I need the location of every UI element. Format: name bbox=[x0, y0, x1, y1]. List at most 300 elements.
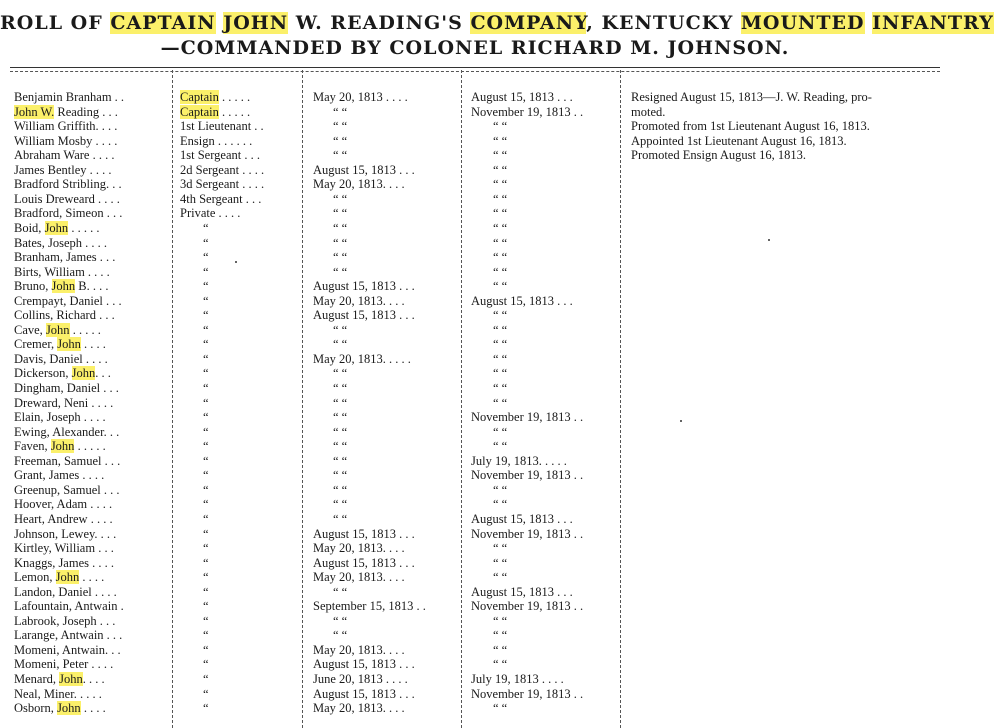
soldier-rank bbox=[203, 570, 209, 584]
service-from: “ “ bbox=[333, 439, 348, 454]
title-segment: COMPANY bbox=[470, 12, 587, 34]
service-to: “ “ bbox=[493, 628, 508, 643]
text-run: “ bbox=[203, 366, 209, 381]
text-run: William Mosby . . . . bbox=[14, 133, 118, 148]
soldier-name bbox=[14, 221, 99, 235]
service-to: “ “ bbox=[493, 570, 508, 585]
paper-speck bbox=[235, 261, 237, 263]
service-from: June 20, 1813 . . . . bbox=[313, 672, 408, 686]
soldier-name bbox=[14, 119, 117, 133]
text-run: William Griffith. . . . bbox=[14, 119, 118, 134]
table-row bbox=[0, 105, 950, 119]
service-from: August 15, 1813 . . . bbox=[313, 279, 415, 294]
table-row bbox=[0, 672, 950, 686]
soldier-name bbox=[14, 294, 122, 308]
title-segment bbox=[865, 12, 873, 34]
title-segment: CAPTAIN bbox=[110, 12, 216, 34]
soldier-name bbox=[14, 134, 117, 148]
title-segment: INFANTRY bbox=[872, 12, 994, 34]
soldier-name bbox=[14, 687, 102, 701]
text-run: “ bbox=[203, 628, 209, 643]
service-to: “ “ bbox=[493, 395, 508, 410]
text-run: “ bbox=[203, 293, 209, 308]
service-to: “ “ bbox=[493, 541, 508, 556]
table-row bbox=[0, 512, 950, 526]
text-run: Landon, Daniel . . . . bbox=[14, 584, 117, 599]
text-run: Heart, Andrew . . . . bbox=[14, 511, 113, 526]
soldier-name bbox=[14, 512, 113, 526]
soldier-rank bbox=[180, 163, 264, 177]
table-row bbox=[0, 687, 950, 701]
text-run: “ bbox=[203, 381, 209, 395]
soldier-name bbox=[14, 206, 122, 220]
text-run: “ bbox=[203, 279, 209, 294]
service-from: “ “ bbox=[333, 628, 348, 643]
text-run: John W. bbox=[14, 104, 55, 119]
soldier-rank bbox=[203, 643, 209, 657]
service-to: November 19, 1813 . . bbox=[471, 410, 584, 425]
soldier-rank bbox=[203, 250, 209, 264]
service-to: “ “ bbox=[493, 235, 508, 250]
text-run: . . . . . bbox=[68, 220, 100, 235]
table-row bbox=[0, 163, 950, 177]
text-run: “ bbox=[203, 410, 209, 425]
paper-speck bbox=[680, 420, 682, 422]
soldier-rank bbox=[180, 119, 264, 133]
service-from: “ “ bbox=[333, 497, 348, 512]
text-run: Ensign . . . . . . bbox=[180, 133, 253, 148]
service-to: “ “ bbox=[493, 322, 508, 337]
soldier-name bbox=[14, 410, 106, 424]
table-row bbox=[0, 614, 950, 628]
text-run: “ bbox=[203, 570, 209, 585]
service-to: “ “ bbox=[493, 337, 508, 352]
service-to: “ “ bbox=[493, 206, 508, 221]
soldier-name bbox=[14, 527, 116, 541]
text-run: “ bbox=[203, 541, 209, 556]
text-run: “ bbox=[203, 511, 209, 526]
text-run: Osborn, bbox=[14, 701, 58, 716]
text-run: Dreward, Neni . . . . bbox=[14, 395, 114, 410]
soldier-rank bbox=[203, 236, 209, 250]
table-row bbox=[0, 366, 950, 380]
service-from: “ “ bbox=[333, 366, 348, 381]
service-from: August 15, 1813 . . . bbox=[313, 657, 415, 672]
soldier-name bbox=[14, 585, 117, 599]
table-row bbox=[0, 468, 950, 482]
soldier-rank bbox=[203, 294, 209, 308]
service-from: “ “ bbox=[333, 220, 348, 235]
table-row bbox=[0, 599, 950, 613]
title-segment: W. READING'S bbox=[288, 12, 471, 34]
service-from: “ “ bbox=[333, 206, 348, 221]
soldier-rank bbox=[203, 672, 209, 686]
text-run: Faven, bbox=[14, 439, 51, 454]
service-to: “ “ bbox=[493, 177, 508, 192]
text-run: “ bbox=[203, 613, 209, 628]
text-run: Collins, Richard . . . bbox=[14, 308, 115, 323]
text-run: John bbox=[44, 220, 69, 235]
service-to: November 19, 1813 . . bbox=[471, 599, 584, 614]
service-to: “ “ bbox=[493, 191, 508, 206]
table-row bbox=[0, 410, 950, 424]
soldier-name bbox=[14, 468, 104, 482]
roll-title-line-2: —COMMANDED BY COLONEL RICHARD M. JOHNSON. bbox=[160, 37, 790, 59]
soldier-rank bbox=[180, 177, 264, 191]
service-to: August 15, 1813 . . . bbox=[471, 511, 573, 526]
service-from: “ “ bbox=[333, 264, 348, 279]
service-from: May 20, 1813. . . . bbox=[313, 293, 405, 308]
service-to: “ “ bbox=[493, 148, 508, 163]
service-to: November 19, 1813 . . bbox=[471, 104, 584, 119]
soldier-name bbox=[14, 570, 104, 584]
table-row bbox=[0, 483, 950, 497]
soldier-name bbox=[14, 236, 107, 250]
text-run: “ bbox=[203, 657, 209, 672]
text-run: “ bbox=[203, 672, 209, 686]
table-row bbox=[0, 148, 950, 162]
service-from: “ “ bbox=[333, 235, 348, 250]
remark-line: Resigned August 15, 1813—J. W. Reading, pro- bbox=[631, 90, 872, 104]
text-run: Benjamin Branham . . bbox=[14, 90, 125, 104]
soldier-name bbox=[14, 628, 122, 642]
soldier-rank bbox=[203, 410, 209, 424]
text-run: Lemon, bbox=[14, 570, 56, 585]
table-row bbox=[0, 585, 950, 599]
text-run: . . . bbox=[95, 366, 111, 381]
table-row bbox=[0, 425, 950, 439]
table-row bbox=[0, 236, 950, 250]
soldier-rank bbox=[203, 657, 209, 671]
soldier-name bbox=[14, 163, 112, 177]
text-run: Greenup, Samuel . . . bbox=[14, 482, 120, 497]
text-run: “ bbox=[203, 220, 209, 235]
service-to: August 15, 1813 . . . bbox=[471, 584, 573, 599]
soldier-name bbox=[14, 279, 108, 293]
soldier-rank bbox=[203, 599, 209, 613]
text-run: “ bbox=[203, 701, 209, 716]
soldier-name bbox=[14, 701, 106, 715]
service-from: May 20, 1813. . . . bbox=[313, 642, 405, 657]
soldier-name bbox=[14, 192, 120, 206]
soldier-rank bbox=[203, 628, 209, 642]
soldier-name bbox=[14, 337, 106, 351]
soldier-name bbox=[14, 657, 113, 671]
soldier-name bbox=[14, 643, 121, 657]
soldier-name bbox=[14, 323, 101, 337]
table-row bbox=[0, 527, 950, 541]
text-run: Grant, James . . . . bbox=[14, 468, 105, 483]
soldier-rank bbox=[203, 701, 209, 715]
text-run: Captain bbox=[180, 104, 219, 119]
soldier-name bbox=[14, 308, 115, 322]
service-to: “ “ bbox=[493, 133, 508, 148]
service-to: November 19, 1813 . . bbox=[471, 686, 584, 701]
text-run: “ bbox=[203, 308, 209, 323]
table-row bbox=[0, 177, 950, 191]
soldier-rank bbox=[203, 527, 209, 541]
text-run: Cremer, bbox=[14, 337, 58, 352]
text-run: John bbox=[45, 322, 70, 337]
table-row bbox=[0, 192, 950, 206]
table-row bbox=[0, 643, 950, 657]
text-run: Boid, bbox=[14, 220, 45, 235]
soldier-name bbox=[14, 672, 105, 686]
text-run: John bbox=[71, 366, 96, 381]
title-segment: ROLL OF bbox=[0, 12, 111, 34]
text-run: Knaggs, James . . . . bbox=[14, 555, 114, 570]
text-run: “ bbox=[203, 264, 209, 279]
soldier-name bbox=[14, 177, 122, 191]
text-run: Momeni, Peter . . . . bbox=[14, 657, 114, 672]
soldier-name bbox=[14, 599, 124, 613]
header-rule-top bbox=[10, 67, 940, 68]
soldier-rank bbox=[180, 105, 250, 119]
title-segment: , KENTUCKY bbox=[586, 12, 741, 34]
soldier-rank bbox=[180, 148, 260, 162]
service-to: August 15, 1813 . . . bbox=[471, 293, 573, 308]
text-run: “ bbox=[203, 482, 209, 497]
soldier-rank bbox=[203, 512, 209, 526]
service-to: November 19, 1813 . . bbox=[471, 468, 584, 483]
soldier-name bbox=[14, 556, 114, 570]
soldier-rank bbox=[203, 352, 209, 366]
text-run: “ bbox=[203, 453, 209, 468]
soldier-rank bbox=[203, 337, 209, 351]
service-from: “ “ bbox=[333, 119, 348, 134]
soldier-name bbox=[14, 265, 110, 279]
soldier-name bbox=[14, 396, 113, 410]
text-run: Larange, Antwain . . . bbox=[14, 628, 123, 643]
service-from: May 20, 1813 . . . . bbox=[313, 90, 408, 104]
table-row bbox=[0, 381, 950, 395]
text-run: “ bbox=[203, 599, 209, 614]
roll-title-line-1 bbox=[0, 12, 994, 34]
soldier-rank bbox=[180, 206, 240, 220]
service-from: “ “ bbox=[333, 104, 348, 119]
service-to: “ “ bbox=[493, 351, 508, 366]
text-run: 1st Lieutenant . . bbox=[180, 119, 264, 134]
text-run: John bbox=[50, 439, 75, 454]
soldier-rank bbox=[203, 323, 209, 337]
soldier-name bbox=[14, 614, 115, 628]
table-row bbox=[0, 541, 950, 555]
service-to: “ “ bbox=[493, 439, 508, 454]
soldier-rank bbox=[203, 687, 209, 701]
service-from: “ “ bbox=[333, 424, 348, 439]
service-to: “ “ bbox=[493, 555, 508, 570]
service-to: July 19, 1813 . . . . bbox=[471, 672, 564, 686]
service-from: “ “ bbox=[333, 613, 348, 628]
text-run: 2d Sergeant . . . . bbox=[180, 162, 265, 177]
service-from: August 15, 1813 . . . bbox=[313, 686, 415, 701]
text-run: Davis, Daniel . . . . bbox=[14, 351, 108, 366]
service-from: May 20, 1813. . . . bbox=[313, 701, 405, 716]
text-run: Branham, James . . . bbox=[14, 250, 116, 265]
soldier-name bbox=[14, 497, 112, 511]
service-to: “ “ bbox=[493, 279, 508, 294]
text-run: “ bbox=[203, 235, 209, 250]
text-run: Lafountain, Antwain . bbox=[14, 599, 124, 614]
service-to: “ “ bbox=[493, 119, 508, 134]
service-from: “ “ bbox=[333, 410, 348, 425]
table-row bbox=[0, 454, 950, 468]
table-row bbox=[0, 250, 950, 264]
service-to: November 19, 1813 . . bbox=[471, 526, 584, 541]
text-run: Freeman, Samuel . . . bbox=[14, 453, 121, 468]
text-run: John bbox=[57, 337, 81, 352]
soldier-name bbox=[14, 483, 120, 497]
service-from: August 15, 1813 . . . bbox=[313, 555, 415, 570]
soldier-name bbox=[14, 425, 119, 439]
service-from: “ “ bbox=[333, 133, 348, 148]
soldier-rank bbox=[203, 497, 209, 511]
table-row bbox=[0, 701, 950, 715]
soldier-rank bbox=[203, 221, 209, 235]
service-to: “ “ bbox=[493, 482, 508, 497]
service-to: “ “ bbox=[493, 264, 508, 279]
text-run: Abraham Ware . . . . bbox=[14, 148, 115, 163]
text-run: B. . . . bbox=[75, 279, 109, 294]
soldier-name bbox=[14, 366, 111, 380]
service-from: “ “ bbox=[333, 468, 348, 483]
remark-line: moted. bbox=[631, 104, 666, 119]
text-run: Dickerson, bbox=[14, 366, 72, 381]
service-from: “ “ bbox=[333, 511, 348, 526]
service-from: May 20, 1813. . . . bbox=[313, 541, 405, 556]
soldier-name bbox=[14, 439, 106, 453]
table-row bbox=[0, 396, 950, 410]
text-run: “ bbox=[203, 526, 209, 541]
soldier-rank bbox=[180, 90, 250, 104]
service-to: “ “ bbox=[493, 613, 508, 628]
soldier-name bbox=[14, 250, 115, 264]
service-to: “ “ bbox=[493, 366, 508, 381]
text-run: John bbox=[59, 672, 83, 686]
text-run: . . . . . bbox=[218, 104, 251, 119]
text-run: “ bbox=[203, 395, 209, 410]
service-from: “ “ bbox=[333, 337, 348, 352]
soldier-rank bbox=[203, 279, 209, 293]
text-run: “ bbox=[203, 584, 209, 599]
text-run: “ bbox=[203, 642, 209, 657]
soldier-rank bbox=[180, 134, 252, 148]
table-row bbox=[0, 439, 950, 453]
text-run: “ bbox=[203, 497, 209, 512]
soldier-name bbox=[14, 90, 124, 104]
text-run: John bbox=[55, 570, 80, 585]
text-run: “ bbox=[203, 686, 209, 701]
table-row bbox=[0, 308, 950, 322]
text-run: John bbox=[57, 701, 81, 716]
soldier-rank bbox=[203, 366, 209, 380]
service-from: August 15, 1813 . . . bbox=[313, 162, 415, 177]
soldier-rank bbox=[203, 396, 209, 410]
text-run: Johnson, Lewey. . . . bbox=[14, 526, 117, 541]
text-run: Crempayt, Daniel . . . bbox=[14, 293, 122, 308]
service-from: “ “ bbox=[333, 395, 348, 410]
text-run: Louis Dreweard . . . . bbox=[14, 191, 120, 206]
soldier-rank bbox=[203, 585, 209, 599]
remark-line: Appointed 1st Lieutenant August 16, 1813. bbox=[631, 133, 847, 148]
soldier-rank bbox=[203, 454, 209, 468]
table-row bbox=[0, 265, 950, 279]
soldier-rank bbox=[180, 192, 261, 206]
text-run: Bradford Stribling. . . bbox=[14, 177, 122, 192]
text-run: “ bbox=[203, 468, 209, 483]
soldier-name bbox=[14, 148, 114, 162]
soldier-rank bbox=[203, 265, 209, 279]
text-run: Bruno, bbox=[14, 279, 52, 294]
text-run: Hoover, Adam . . . . bbox=[14, 497, 113, 512]
service-to: “ “ bbox=[493, 162, 508, 177]
text-run: James Bentley . . . . bbox=[14, 162, 112, 177]
service-from: August 15, 1813 . . . bbox=[313, 308, 415, 323]
text-run: “ bbox=[203, 555, 209, 570]
service-to: “ “ bbox=[493, 657, 508, 672]
title-segment: JOHN bbox=[223, 12, 289, 34]
text-run: “ bbox=[203, 351, 209, 366]
text-run: Neal, Miner. . . . . bbox=[14, 686, 102, 701]
service-to: August 15, 1813 . . . bbox=[471, 90, 573, 104]
service-to: July 19, 1813. . . . . bbox=[471, 453, 567, 468]
header-rule-dashed bbox=[10, 71, 940, 72]
soldier-rank bbox=[203, 614, 209, 628]
table-row bbox=[0, 221, 950, 235]
table-row bbox=[0, 628, 950, 642]
text-run: Menard, bbox=[14, 672, 60, 686]
table-row bbox=[0, 657, 950, 671]
soldier-rank bbox=[203, 439, 209, 453]
text-run: “ bbox=[203, 322, 209, 337]
service-from: August 15, 1813 . . . bbox=[313, 526, 415, 541]
service-to: “ “ bbox=[493, 424, 508, 439]
service-from: May 20, 1813. . . . bbox=[313, 570, 405, 585]
service-from: “ “ bbox=[333, 453, 348, 468]
text-run: 3d Sergeant . . . . bbox=[180, 177, 265, 192]
table-row bbox=[0, 570, 950, 584]
service-to: “ “ bbox=[493, 308, 508, 323]
text-run: Elain, Joseph . . . . bbox=[14, 410, 106, 425]
soldier-name bbox=[14, 352, 108, 366]
text-run: “ bbox=[203, 250, 209, 265]
remark-line: Promoted from 1st Lieutenant August 16, 1813. bbox=[631, 119, 870, 134]
service-to: “ “ bbox=[493, 250, 508, 265]
soldier-rank bbox=[203, 483, 209, 497]
text-run: . . . . . bbox=[74, 439, 106, 454]
text-run: Dingham, Daniel . . . bbox=[14, 381, 119, 395]
soldier-name bbox=[14, 541, 114, 555]
soldier-rank bbox=[203, 541, 209, 555]
text-run: Cave, bbox=[14, 322, 46, 337]
text-run: Private . . . . bbox=[180, 206, 241, 221]
soldier-rank bbox=[203, 308, 209, 322]
text-run: “ bbox=[203, 337, 209, 352]
text-run: Labrook, Joseph . . . bbox=[14, 613, 116, 628]
service-from: “ “ bbox=[333, 482, 348, 497]
text-run: 4th Sergeant . . . bbox=[180, 191, 262, 206]
service-to: “ “ bbox=[493, 642, 508, 657]
text-run: Ewing, Alexander. . . bbox=[14, 424, 120, 439]
soldier-name bbox=[14, 105, 118, 119]
text-run: Bradford, Simeon . . . bbox=[14, 206, 123, 221]
remark-line: Promoted Ensign August 16, 1813. bbox=[631, 148, 807, 163]
text-run: Kirtley, William . . . bbox=[14, 541, 114, 556]
soldier-rank bbox=[203, 556, 209, 570]
table-row bbox=[0, 294, 950, 308]
service-from: “ “ bbox=[333, 322, 348, 337]
text-run: John bbox=[51, 279, 76, 294]
